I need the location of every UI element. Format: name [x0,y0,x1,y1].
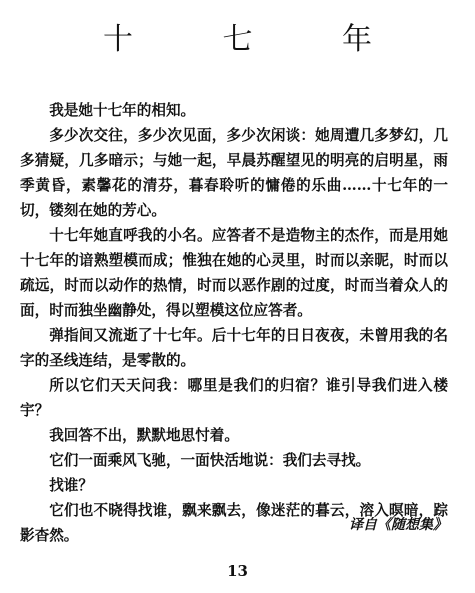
paragraph-8: 找谁？ [49,477,93,494]
paragraph-5: 所以它们天天问我：哪里是我们的归宿？谁引导我们进入楼宇？ [20,377,448,419]
source-attribution: 译自《随想集》 [349,517,447,533]
body-text [20,98,448,548]
page-title: 十 七 年 [102,22,413,57]
paragraph-3: 十七年她直呼我的小名。应答者不是造物主的杰作，而是用她十七年的谙熟塑模而成；惟独在她的心灵里，时而以亲昵，时而以疏远，时而以动作的热情，时而以恶作剧的过度，时而当着众人的面，时而独坐幽静处，得以塑模这位应答者。 [20,227,448,319]
page-number: 13 [227,562,248,580]
paragraph-1: 我是她十七年的相知。 [49,102,196,119]
paragraph-9: 它们也不晓得找谁，飘来飘去，像迷茫的暮云，溶入暝暗，踪影杳然。 [20,502,448,544]
paragraph-2: 多少次交往，多少次见面，多少次闲谈：她周遭几多梦幻，几多猜疑，几多暗示；与她一起，早晨苏醒望见的明亮的启明星，雨季黄昏，素馨花的清芬，暮春聆听的慵倦的乐曲……十七年的一切，镂刻在她的芳心。 [20,127,448,219]
paragraph-4: 弹指间又流逝了十七年。后十七年的日日夜夜，未曾用我的名字的圣线连结，是零散的。 [20,327,448,369]
paragraph-6: 我回答不出，默默地思忖着。 [49,427,239,444]
paragraph-7: 它们一面乘风飞驰，一面快活地说：我们去寻找。 [49,452,371,469]
